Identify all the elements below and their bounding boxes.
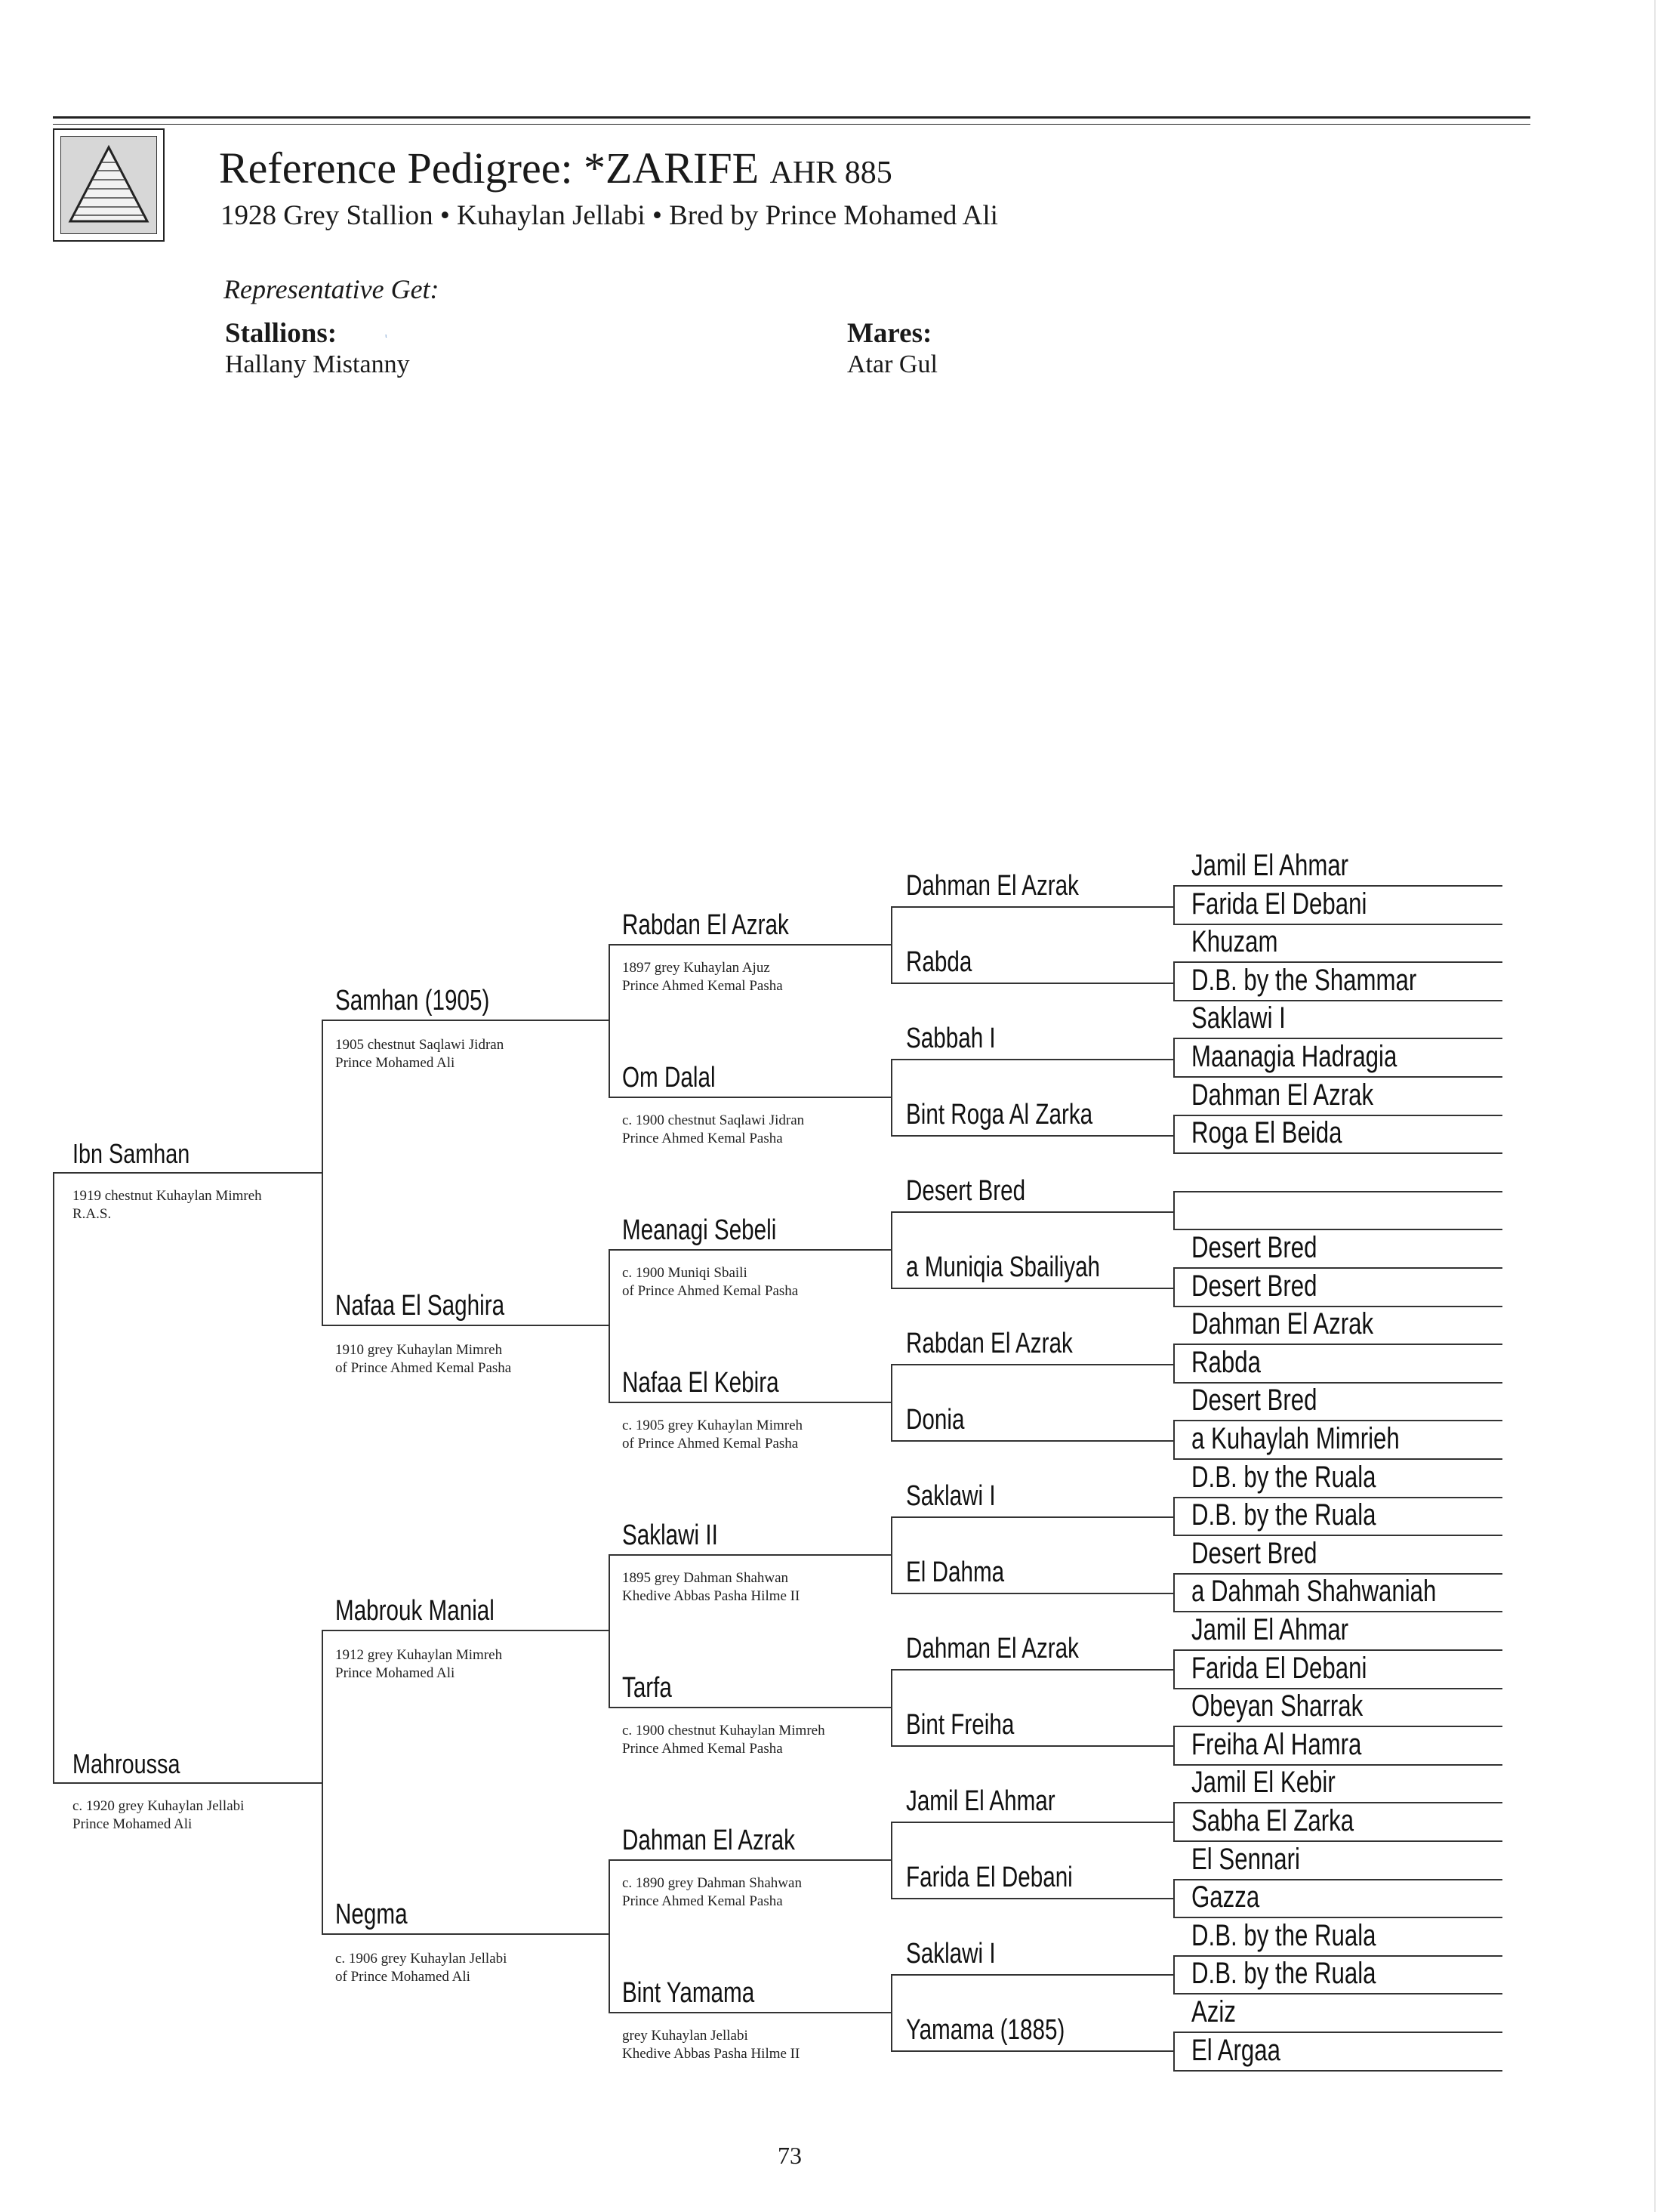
gen5-connector bbox=[1173, 1344, 1175, 1382]
gen4-connector bbox=[891, 1364, 892, 1440]
gen5-connector bbox=[1173, 1955, 1175, 1994]
gen3-underline bbox=[609, 944, 891, 946]
gen5-connector bbox=[1173, 1573, 1175, 1612]
gen5-connector bbox=[1173, 885, 1175, 924]
gen3-horse-info bbox=[622, 1722, 825, 1758]
gen5-underline bbox=[1173, 1917, 1502, 1918]
page-subtitle: 1928 Grey Stallion • Kuhaylan Jellabi • Bred by Prince Mohamed Ali bbox=[220, 200, 998, 231]
gen4-underline bbox=[891, 906, 1173, 908]
gen2-connector-sire bbox=[322, 1020, 323, 1325]
gen3-horse-info bbox=[622, 1112, 804, 1148]
gen2-horse-name: Nafaa El Saghira bbox=[335, 1290, 505, 1322]
gen2-horse-info bbox=[335, 1341, 511, 1377]
gen4-connector bbox=[891, 1669, 892, 1745]
gen3-horse-info bbox=[622, 1874, 802, 1911]
gen4-horse-name: Rabdan El Azrak bbox=[906, 1328, 1073, 1359]
registration-number: AHR 885 bbox=[769, 156, 892, 190]
gen5-horse-name: Jamil El Kebir bbox=[1191, 1766, 1336, 1799]
gen4-horse-name: Desert Bred bbox=[906, 1175, 1026, 1207]
gen2-horse-info-line1: c. 1906 grey Kuhaylan Jellabi bbox=[335, 1951, 507, 1967]
gen4-connector bbox=[891, 1822, 892, 1898]
gen3-horse-info-line2: Khedive Abbas Pasha Hilme II bbox=[622, 1588, 800, 1604]
gen3-horse-info-line1: 1895 grey Dahman Shahwan bbox=[622, 1570, 789, 1586]
gen3-horse-name: Meanagi Sebeli bbox=[622, 1214, 777, 1246]
gen4-horse-name: Yamama (1885) bbox=[906, 2014, 1065, 2046]
gen4-underline bbox=[891, 1440, 1173, 1442]
gen5-underline bbox=[1173, 1344, 1502, 1345]
gen4-horse-name: El Dahma bbox=[906, 1556, 1005, 1588]
gen4-horse-name: Jamil El Ahmar bbox=[906, 1785, 1055, 1817]
gen2-horse-info-line2: Prince Mohamed Ali bbox=[335, 1055, 455, 1071]
gen4-connector bbox=[891, 1211, 892, 1288]
gen3-horse-name: Dahman El Azrak bbox=[622, 1825, 795, 1856]
gen5-horse-name: Farida El Debani bbox=[1191, 887, 1367, 921]
gen5-connector bbox=[1173, 961, 1175, 1000]
page-edge bbox=[1654, 0, 1656, 2212]
gen5-connector bbox=[1173, 1649, 1175, 1688]
gen4-connector bbox=[891, 1516, 892, 1593]
mares-list: Atar Gul bbox=[847, 350, 938, 378]
stallions-list: Hallany Mistanny bbox=[225, 350, 410, 378]
stray-mark: ᶥ bbox=[385, 332, 387, 344]
gen5-connector bbox=[1173, 1038, 1175, 1076]
gen3-underline bbox=[609, 1859, 891, 1861]
gen5-underline bbox=[1173, 1420, 1502, 1421]
gen4-underline bbox=[891, 1822, 1173, 1823]
gen4-horse-name: Rabda bbox=[906, 946, 972, 978]
gen3-horse-info-line1: c. 1900 chestnut Kuhaylan Mimreh bbox=[622, 1723, 825, 1738]
gen2-horse-info-line2: Prince Mohamed Ali bbox=[335, 1665, 455, 1681]
gen5-underline bbox=[1173, 1802, 1502, 1803]
pyramid-logo bbox=[53, 128, 165, 242]
gen3-horse-info-line2: Khedive Abbas Pasha Hilme II bbox=[622, 2046, 800, 2062]
gen5-underline bbox=[1173, 961, 1502, 963]
gen5-horse-name: Saklawi I bbox=[1191, 1001, 1286, 1035]
gen5-underline bbox=[1173, 2032, 1502, 2033]
gen5-underline bbox=[1173, 1726, 1502, 1727]
gen1-horse-info-line2: Prince Mohamed Ali bbox=[72, 1816, 193, 1832]
page-number: 73 bbox=[778, 2142, 802, 2169]
gen5-horse-name: D.B. by the Ruala bbox=[1191, 1461, 1376, 1494]
gen3-horse-info-line2: Prince Ahmed Kemal Pasha bbox=[622, 1131, 783, 1146]
gen5-horse-name: a Kuhaylah Mimrieh bbox=[1191, 1422, 1400, 1455]
gen1-horse-info-line2: R.A.S. bbox=[72, 1206, 112, 1222]
gen1-horse-info bbox=[72, 1797, 244, 1834]
gen4-underline bbox=[891, 1593, 1173, 1594]
gen5-horse-name: a Dahmah Shahwaniah bbox=[1191, 1575, 1437, 1608]
gen3-horse-info bbox=[622, 1264, 798, 1300]
gen3-horse-info-line1: 1897 grey Kuhaylan Ajuz bbox=[622, 960, 770, 976]
gen1-underline bbox=[53, 1782, 322, 1784]
gen5-underline bbox=[1173, 2070, 1502, 2072]
gen4-connector bbox=[891, 1059, 892, 1135]
gen3-horse-info bbox=[622, 1569, 800, 1606]
gen5-horse-name: Jamil El Ahmar bbox=[1191, 1613, 1349, 1646]
gen1-horse-name: Mahroussa bbox=[72, 1748, 180, 1779]
gen2-connector-dam bbox=[322, 1630, 323, 1933]
gen2-horse-info-line2: of Prince Mohamed Ali bbox=[335, 1969, 470, 1985]
gen3-underline bbox=[609, 1554, 891, 1556]
gen3-horse-info-line1: c. 1905 grey Kuhaylan Mimreh bbox=[622, 1418, 803, 1433]
gen5-horse-name: D.B. by the Ruala bbox=[1191, 1957, 1376, 1990]
gen5-horse-name: Jamil El Ahmar bbox=[1191, 849, 1349, 882]
gen5-horse-name: Dahman El Azrak bbox=[1191, 1078, 1374, 1112]
gen5-horse-name: D.B. by the Shammar bbox=[1191, 964, 1417, 997]
gen5-connector bbox=[1173, 1497, 1175, 1535]
pyramid-icon bbox=[61, 137, 156, 233]
gen5-horse-name: Aziz bbox=[1191, 1995, 1236, 2028]
gen3-horse-info-line2: Prince Ahmed Kemal Pasha bbox=[622, 1893, 783, 1909]
gen2-underline bbox=[322, 1325, 609, 1326]
gen4-horse-name: Bint Roga Al Zarka bbox=[906, 1099, 1093, 1131]
gen4-underline bbox=[891, 1669, 1173, 1671]
gen3-horse-info-line2: of Prince Ahmed Kemal Pasha bbox=[622, 1283, 799, 1299]
gen5-underline bbox=[1173, 1191, 1502, 1192]
gen4-underline bbox=[891, 1745, 1173, 1747]
gen5-horse-name: Gazza bbox=[1191, 1880, 1260, 1914]
gen2-horse-info bbox=[335, 1950, 507, 1986]
gen5-connector bbox=[1173, 1267, 1175, 1306]
gen5-connector bbox=[1173, 1726, 1175, 1764]
gen4-underline bbox=[891, 1898, 1173, 1899]
gen2-underline bbox=[322, 1630, 609, 1631]
gen1-horse-name: Ibn Samhan bbox=[72, 1138, 190, 1169]
gen3-horse-info-line1: c. 1890 grey Dahman Shahwan bbox=[622, 1875, 802, 1891]
gen3-horse-name: Om Dalal bbox=[622, 1062, 716, 1094]
gen5-connector bbox=[1173, 1420, 1175, 1458]
gen2-horse-info-line2: of Prince Ahmed Kemal Pasha bbox=[335, 1360, 512, 1376]
gen3-underline bbox=[609, 1249, 891, 1251]
gen4-connector bbox=[891, 1974, 892, 2050]
gen5-horse-name: Roga El Beida bbox=[1191, 1116, 1342, 1149]
gen5-horse-name: D.B. by the Ruala bbox=[1191, 1498, 1376, 1532]
gen3-horse-info-line1: grey Kuhaylan Jellabi bbox=[622, 2028, 748, 2044]
gen4-underline bbox=[891, 2050, 1173, 2052]
gen3-horse-name: Nafaa El Kebira bbox=[622, 1367, 779, 1399]
gen5-horse-name: Obeyan Sharrak bbox=[1191, 1689, 1364, 1723]
gen1-underline bbox=[53, 1172, 322, 1174]
gen5-horse-name: El Argaa bbox=[1191, 2034, 1280, 2067]
gen5-horse-name: El Sennari bbox=[1191, 1843, 1300, 1876]
gen4-horse-name: Sabbah I bbox=[906, 1023, 996, 1054]
gen5-horse-name: Desert Bred bbox=[1191, 1231, 1317, 1264]
gen5-horse-name: Desert Bred bbox=[1191, 1270, 1317, 1303]
gen5-underline bbox=[1173, 1076, 1502, 1078]
gen3-connector bbox=[609, 1554, 610, 1707]
stallions-heading: Stallions: bbox=[225, 318, 337, 349]
gen3-horse-info-line2: of Prince Ahmed Kemal Pasha bbox=[622, 1436, 799, 1452]
gen2-horse-info-line1: 1912 grey Kuhaylan Mimreh bbox=[335, 1647, 503, 1663]
gen2-horse-name: Mabrouk Manial bbox=[335, 1595, 495, 1627]
gen5-horse-name: Desert Bred bbox=[1191, 1537, 1317, 1570]
gen3-horse-info-line2: Prince Ahmed Kemal Pasha bbox=[622, 1741, 783, 1757]
gen4-horse-name: Farida El Debani bbox=[906, 1862, 1073, 1893]
gen5-connector bbox=[1173, 1115, 1175, 1153]
gen5-connector bbox=[1173, 1802, 1175, 1840]
gen4-underline bbox=[891, 983, 1173, 984]
gen4-underline bbox=[891, 1059, 1173, 1060]
gen2-horse-name: Negma bbox=[335, 1899, 408, 1930]
gen4-underline bbox=[891, 1364, 1173, 1365]
header-rule-thick bbox=[53, 116, 1530, 119]
gen5-underline bbox=[1173, 1152, 1502, 1154]
gen3-horse-name: Tarfa bbox=[622, 1672, 672, 1704]
gen3-underline bbox=[609, 1402, 891, 1403]
gen5-underline bbox=[1173, 1229, 1502, 1230]
gen5-underline bbox=[1173, 1840, 1502, 1842]
gen2-horse-info bbox=[335, 1646, 502, 1683]
gen5-horse-name: D.B. by the Ruala bbox=[1191, 1919, 1376, 1952]
gen2-underline bbox=[322, 1933, 609, 1935]
gen3-connector bbox=[609, 1249, 610, 1402]
gen4-underline bbox=[891, 1288, 1173, 1289]
gen1-connector bbox=[53, 1172, 54, 1782]
gen3-horse-info bbox=[622, 2027, 800, 2063]
gen5-connector bbox=[1173, 1191, 1175, 1229]
gen4-horse-name: Bint Freiha bbox=[906, 1709, 1015, 1741]
page-title: Reference Pedigree: *ZARIFE AHR 885 bbox=[219, 143, 892, 193]
gen5-underline bbox=[1173, 885, 1502, 887]
gen3-horse-name: Bint Yamama bbox=[622, 1977, 755, 2009]
gen1-horse-info bbox=[72, 1187, 262, 1223]
gen5-horse-name: Freiha Al Hamra bbox=[1191, 1728, 1362, 1761]
gen4-underline bbox=[891, 1974, 1173, 1976]
gen3-underline bbox=[609, 2012, 891, 2013]
gen4-horse-name: Saklawi I bbox=[906, 1938, 996, 1970]
gen1-horse-info-line1: c. 1920 grey Kuhaylan Jellabi bbox=[72, 1798, 245, 1814]
gen5-connector bbox=[1173, 1879, 1175, 1917]
gen3-horse-info-line1: c. 1900 Muniqi Sbaili bbox=[622, 1265, 747, 1281]
gen5-horse-name: Desert Bred bbox=[1191, 1384, 1317, 1417]
gen5-horse-name: Sabha El Zarka bbox=[1191, 1804, 1354, 1837]
gen3-horse-info-line2: Prince Ahmed Kemal Pasha bbox=[622, 978, 783, 994]
gen3-connector bbox=[609, 944, 610, 1097]
gen4-underline bbox=[891, 1516, 1173, 1518]
gen1-horse-info-line1: 1919 chestnut Kuhaylan Mimreh bbox=[72, 1188, 262, 1204]
gen5-horse-name: Rabda bbox=[1191, 1346, 1261, 1379]
gen5-underline bbox=[1173, 1993, 1502, 1995]
gen3-horse-info bbox=[622, 959, 783, 995]
gen4-underline bbox=[891, 1135, 1173, 1137]
gen2-underline bbox=[322, 1020, 609, 1021]
gen4-horse-name: Saklawi I bbox=[906, 1480, 996, 1512]
gen5-underline bbox=[1173, 1038, 1502, 1039]
gen3-underline bbox=[609, 1097, 891, 1098]
gen4-horse-name: Dahman El Azrak bbox=[906, 1633, 1079, 1664]
gen4-connector bbox=[891, 906, 892, 983]
gen3-horse-info bbox=[622, 1417, 803, 1453]
gen4-underline bbox=[891, 1211, 1173, 1213]
gen5-underline bbox=[1173, 1649, 1502, 1651]
gen5-underline bbox=[1173, 1611, 1502, 1612]
gen5-horse-name: Khuzam bbox=[1191, 925, 1278, 958]
gen5-horse-name: Farida El Debani bbox=[1191, 1652, 1367, 1685]
gen5-underline bbox=[1173, 1267, 1502, 1269]
gen3-horse-name: Saklawi II bbox=[622, 1519, 718, 1551]
gen5-underline bbox=[1173, 1535, 1502, 1536]
gen5-horse-name: Maanagia Hadragia bbox=[1191, 1040, 1397, 1073]
header-rule-thin bbox=[53, 124, 1530, 125]
gen4-horse-name: Donia bbox=[906, 1404, 965, 1436]
gen4-horse-name: Dahman El Azrak bbox=[906, 870, 1079, 902]
mares-heading: Mares: bbox=[847, 318, 932, 349]
gen5-horse-name: Dahman El Azrak bbox=[1191, 1307, 1374, 1340]
gen3-horse-info-line1: c. 1900 chestnut Saqlawi Jidran bbox=[622, 1112, 805, 1128]
gen3-underline bbox=[609, 1707, 891, 1708]
gen3-horse-name: Rabdan El Azrak bbox=[622, 909, 789, 941]
gen2-horse-info bbox=[335, 1036, 504, 1072]
gen5-underline bbox=[1173, 1458, 1502, 1460]
gen2-horse-info-line1: 1905 chestnut Saqlawi Jidran bbox=[335, 1037, 504, 1053]
gen5-connector bbox=[1173, 2032, 1175, 2070]
gen3-connector bbox=[609, 1859, 610, 2012]
gen2-horse-name: Samhan (1905) bbox=[335, 985, 490, 1017]
gen4-horse-name: a Muniqia Sbailiyah bbox=[906, 1251, 1101, 1283]
gen2-horse-info-line1: 1910 grey Kuhaylan Mimreh bbox=[335, 1342, 503, 1358]
representative-get-label: Representative Get: bbox=[223, 274, 439, 304]
